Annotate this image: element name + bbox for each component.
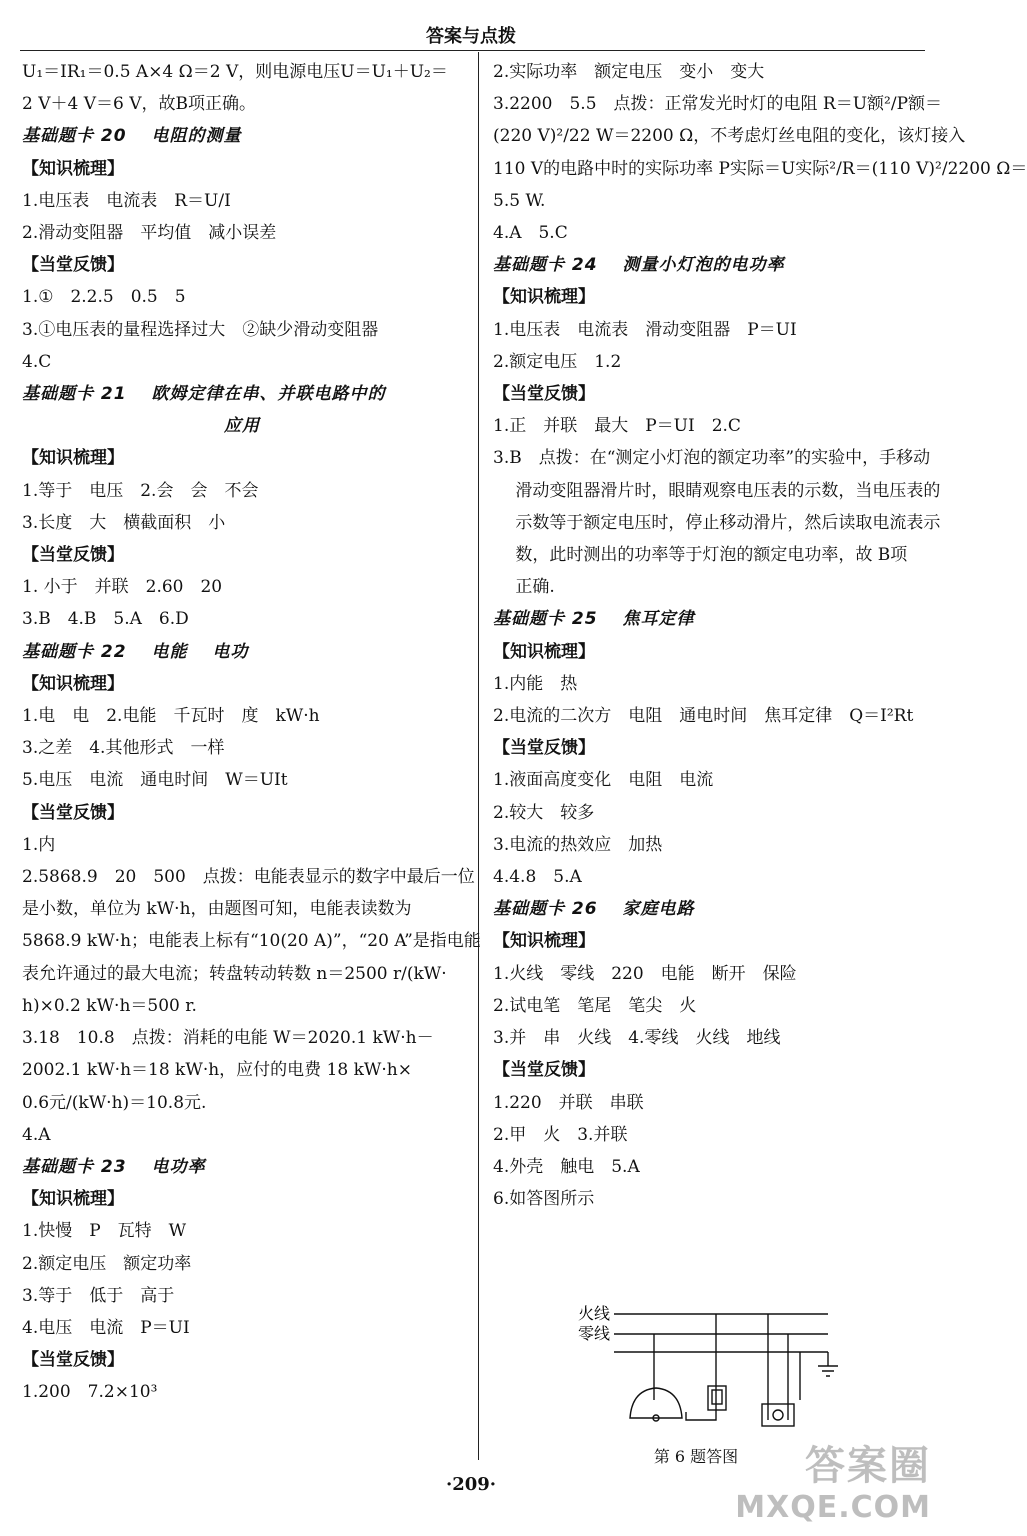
section-title: 基础题卡 24 测量小灯泡的电功率 — [493, 255, 785, 276]
answer-line: 4.4.8 5.A — [493, 867, 582, 888]
answer-line: 2.较大 较多 — [493, 802, 595, 823]
answer-line: 正确. — [493, 577, 555, 598]
answer-line: 4.A 5.C — [493, 223, 568, 244]
circuit-diagram — [566, 1300, 846, 1450]
section-title: 基础题卡 22 电能 电功 — [22, 641, 249, 662]
answer-line: 1.200 7.2×10³ — [22, 1382, 158, 1403]
section-title: 基础题卡 26 家庭电路 — [493, 899, 695, 920]
answer-line: (220 V)²/22 W＝2200 Ω，不考虑灯丝电阻的变化，该灯接入 — [493, 126, 966, 147]
answer-line: 2.试电笔 笔尾 笔尖 火 — [493, 995, 697, 1016]
subsection-heading: 【当堂反馈】 — [22, 802, 124, 823]
answer-line: 1.内能 热 — [493, 673, 578, 694]
answer-line: 5.5 W. — [493, 190, 546, 211]
subsection-heading: 【当堂反馈】 — [493, 384, 595, 405]
answer-line: 2.实际功率 额定电压 变小 变大 — [493, 62, 765, 82]
section-title: 应用 — [224, 416, 260, 437]
watermark-logo-text: 答案圈 — [805, 1443, 931, 1489]
subsection-heading: 【知识梳理】 — [493, 931, 595, 952]
subsection-heading: 【知识梳理】 — [493, 287, 595, 308]
answer-line: 表允许通过的最大电流；转盘转动转数 n＝2500 r/(kW· — [22, 963, 447, 984]
answer-line: U₁＝IR₁＝0.5 A×4 Ω＝2 V，则电源电压U＝U₁＋U₂＝ — [22, 62, 448, 82]
answer-line: 1.220 并联 串联 — [493, 1092, 644, 1113]
subsection-heading: 【知识梳理】 — [22, 673, 124, 694]
answer-line: 2.额定电压 1.2 — [493, 351, 622, 372]
answer-line: 3.等于 低于 高于 — [22, 1285, 175, 1306]
answer-line: 110 V的电路中时的实际功率 P实际＝U实际²/R＝(110 V)²/2200 Ω＝ — [493, 158, 1027, 179]
answer-line: 1.正 并联 最大 P＝UI 2.C — [493, 416, 741, 437]
answer-line: 3.18 10.8 点拨：消耗的电能 W＝2020.1 kW·h－ — [22, 1028, 434, 1049]
subsection-heading: 【当堂反馈】 — [22, 255, 124, 276]
answer-line: 6.如答图所示 — [493, 1189, 595, 1210]
section-title: 基础题卡 21 欧姆定律在串、并联电路中的 — [22, 384, 386, 405]
right-column — [493, 56, 1027, 1215]
answer-line: 2.5868.9 20 500 点拨：电能表显示的数字中最后一位 — [22, 867, 475, 888]
answer-line: 2.额定电压 额定功率 — [22, 1253, 192, 1274]
subsection-heading: 【知识梳理】 — [22, 158, 124, 179]
page-number: ·209· — [445, 1474, 497, 1495]
answer-line: 滑动变阻器滑片时，眼睛观察电压表的示数，当电压表的 — [493, 480, 941, 501]
figure-caption: 第 6 题答图 — [653, 1447, 739, 1466]
subsection-heading: 【当堂反馈】 — [493, 738, 595, 759]
answer-line: 1.等于 电压 2.会 会 不会 — [22, 480, 259, 501]
ground-icon — [818, 1352, 838, 1376]
answer-line: 1.① 2.2.5 0.5 5 — [22, 287, 186, 308]
answer-line: 3.2200 5.5 点拨：正常发光时灯的电阻 R＝U额²/P额＝ — [493, 94, 943, 115]
subsection-heading: 【当堂反馈】 — [22, 545, 124, 566]
answer-line: 2 V＋4 V＝6 V，故B项正确。 — [22, 94, 256, 115]
left-column — [22, 56, 481, 1409]
answer-line: 示数等于额定电压时，停止移动滑片，然后读取电流表示 — [493, 512, 941, 533]
answer-line: 0.6元/(kW·h)＝10.8元. — [22, 1092, 207, 1113]
answer-line: 3.之差 4.其他形式 一样 — [22, 738, 225, 759]
answer-line: 是小数，单位为 kW·h，由题图可知，电能表读数为 — [22, 899, 412, 920]
subsection-heading: 【当堂反馈】 — [22, 1350, 124, 1371]
header-rule — [20, 50, 925, 51]
subsection-heading: 【当堂反馈】 — [493, 1060, 595, 1081]
answer-line: 4.外壳 触电 5.A — [493, 1156, 640, 1177]
answer-line: 1.火线 零线 220 电能 断开 保险 — [493, 963, 797, 984]
answer-line: 3.B 4.B 5.A 6.D — [22, 609, 189, 630]
answer-line: 数，此时测出的功率等于灯泡的额定电功率，故 B项 — [493, 545, 908, 566]
answer-line: 5868.9 kW·h；电能表上标有“10(20 A)”，“20 A”是指电能 — [22, 931, 481, 952]
subsection-heading: 【知识梳理】 — [22, 1189, 124, 1210]
section-title: 基础题卡 25 焦耳定律 — [493, 609, 695, 630]
answer-line: 1.内 — [22, 834, 56, 855]
watermark — [735, 1432, 937, 1532]
answer-line: 1.电压表 电流表 R＝U/I — [22, 190, 231, 211]
answer-line: 3.①电压表的量程选择过大 ②缺少滑动变阻器 — [22, 319, 379, 340]
watermark-url: MXQE.COM — [735, 1490, 931, 1525]
answer-line: 2.甲 火 3.并联 — [493, 1124, 628, 1145]
answer-line: 3.B 点拨：在“测定小灯泡的额定功率”的实验中，手移动 — [493, 448, 931, 469]
answer-line: 1.液面高度变化 电阻 电流 — [493, 770, 714, 791]
socket-icon — [762, 1404, 794, 1426]
live-wire-label: 火线 — [578, 1304, 611, 1323]
section-title: 基础题卡 23 电功率 — [22, 1156, 206, 1177]
answer-line: 4.C — [22, 351, 52, 372]
answer-line: 1.电 电 2.电能 千瓦时 度 kW·h — [22, 706, 320, 727]
page-header: 答案与点拨 — [426, 26, 516, 47]
lamp-icon — [630, 1388, 682, 1418]
answer-line: h)×0.2 kW·h＝500 r. — [22, 995, 197, 1016]
answer-line: 3.并 串 火线 4.零线 火线 地线 — [493, 1028, 781, 1049]
answer-line: 4.电压 电流 P＝UI — [22, 1317, 190, 1338]
subsection-heading: 【知识梳理】 — [493, 641, 595, 662]
answer-line: 1.电压表 电流表 滑动变阻器 P＝UI — [493, 319, 797, 340]
answer-line: 2002.1 kW·h＝18 kW·h，应付的电费 18 kW·h× — [22, 1060, 412, 1081]
answer-line: 2.电流的二次方 电阻 通电时间 焦耳定律 Q＝I²Rt — [493, 706, 914, 727]
answer-line: 1.快慢 P 瓦特 W — [22, 1221, 187, 1242]
answer-line: 4.A — [22, 1124, 51, 1145]
neutral-wire-label: 零线 — [578, 1324, 611, 1343]
column-divider — [478, 52, 479, 1460]
answer-line: 2.滑动变阻器 平均值 减小误差 — [22, 223, 277, 244]
answer-line: 1. 小于 并联 2.60 20 — [22, 577, 223, 598]
subsection-heading: 【知识梳理】 — [22, 448, 124, 469]
section-title: 基础题卡 20 电阻的测量 — [22, 126, 242, 147]
answer-line: 3.长度 大 横截面积 小 — [22, 512, 226, 533]
answer-line: 3.电流的热效应 加热 — [493, 834, 663, 855]
answer-line: 5.电压 电流 通电时间 W＝UIt — [22, 770, 288, 791]
